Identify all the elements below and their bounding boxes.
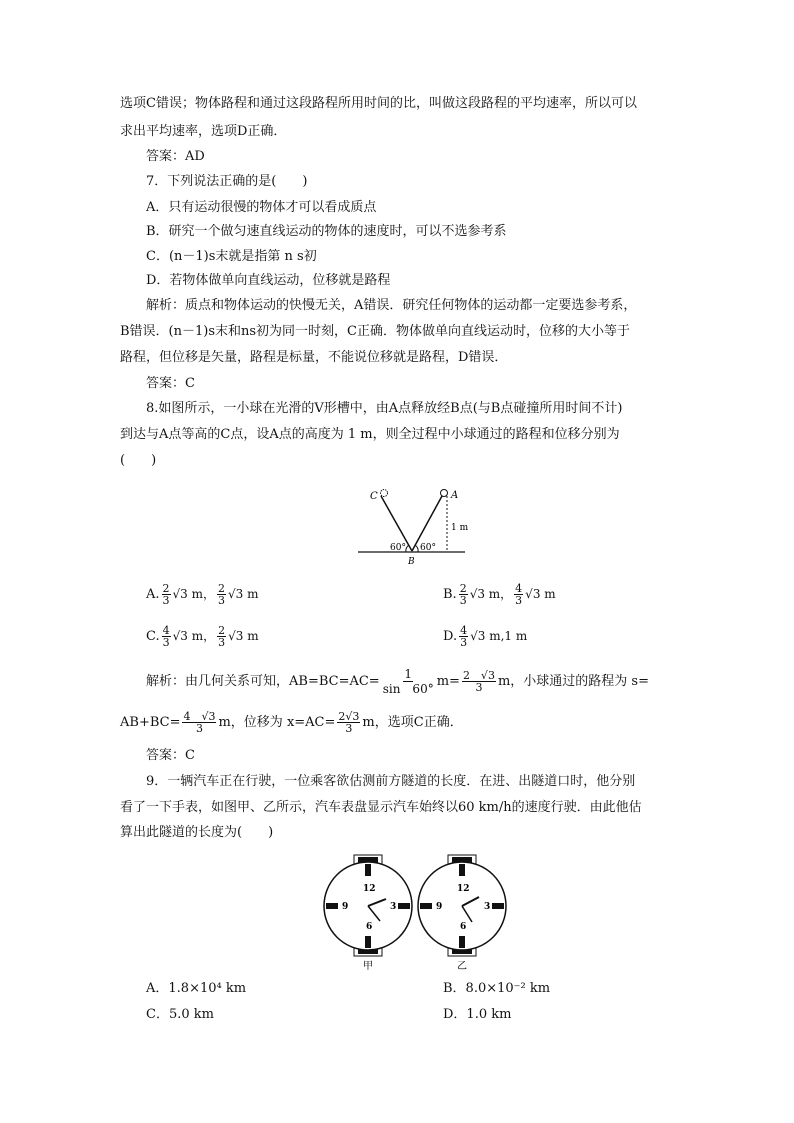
option-value: √3 m [228,587,259,601]
clock-number: 3 [484,902,491,912]
clock-number: 12 [457,884,470,894]
q9-option-d: D．1.0 km [443,1007,512,1022]
explanation-7: B错误．(n－1)s末和ns初为同一时刻，C正确．物体做单向直线运动时，位移的大小等于 [120,324,631,339]
label-height: 1 m [451,523,469,533]
clock-left [324,855,412,972]
clock-number: 9 [436,902,443,912]
label-c: C [370,491,378,502]
option-prefix: C. [146,629,160,644]
q8-option-a: A. $\frac{2}{3}$ √3 m， $\frac{2}{3}$ √3 m [146,582,259,607]
question-8: 8.如图所示，一小球在光滑的V形槽中，由A点释放经B点(与B点碰撞所用时间不计) [146,401,623,416]
option-value: √3 m,1 m [470,629,528,643]
question-8: ( ) [120,453,157,468]
option-value: √3 m， [172,587,216,601]
clock-number: 6 [460,922,467,932]
option-value: √3 m [228,629,259,643]
question-9: 看了一下手表，如图甲、乙所示，汽车表盘显示汽车始终以60 km/h的速度行驶．由此他估 [120,800,642,815]
explanation-8: AB+BC= $\frac{4 √3}{3}$ m，位移为 x=AC= $\frac{2√3}{3}$ m，选项C正确． [120,710,463,735]
answer-8: 答案：C [146,748,195,763]
q7-option-d: D．若物体做单向直线运动，位移就是路程 [146,273,391,288]
option-value: √3 m， [469,587,513,601]
expl-text: AB+BC= [120,715,181,730]
q8-option-d: D. $\frac{4}{3}$ √3 m,1 m [443,624,528,649]
expl-text: m，位移为 x=AC= [218,715,336,730]
clocks-figure [320,851,520,973]
q8-option-b: B. $\frac{2}{3}$ √3 m， $\frac{4}{3}$ √3 m [443,582,556,607]
q7-option-a: A．只有运动很慢的物体才可以看成质点 [146,200,377,215]
clock-number: 3 [390,902,397,912]
q9-option-a: A．1.8×10⁴ km [146,981,247,996]
clock-label-right: 乙 [457,961,467,972]
expl-text: m，小球通过的路程为 s= [497,674,649,689]
expl-text: m= [436,674,460,689]
explanation-7: 路程，但位移是矢量，路程是标量，不能说位移就是路程，D错误． [120,350,508,365]
question-9: 算出此隧道的长度为( ) [120,825,274,840]
q7-option-c: C．(n－1)s末就是指第 n s初 [146,249,317,264]
text-line: 选项C错误；物体路程和通过这段路程所用时间的比，叫做这段路程的平均速率，所以可以 [120,96,637,111]
label-angle-left: 60° [390,543,406,553]
clock-right [418,855,506,972]
ball-c-icon [381,490,388,497]
label-angle-right: 60° [420,543,436,553]
answer-7: 答案：C [146,376,195,391]
clock-number: 9 [342,902,349,912]
question-8: 到达与A点等高的C点，设A点的高度为 1 m，则全过程中小球通过的路程和位移分别为 [120,427,620,442]
option-value: √3 m， [172,629,216,643]
q7-option-b: B．研究一个做匀速直线运动的物体的速度时，可以不选参考系 [146,224,507,239]
expl-text: m，选项C正确． [362,715,463,730]
question-9: 9．一辆汽车正在行驶，一位乘客欲估测前方隧道的长度．在进、出隧道口时，他分别 [146,774,636,789]
question-7: 7．下列说法正确的是( ) [146,174,308,189]
v-groove-figure [350,482,480,568]
q8-option-c: C. $\frac{4}{3}$ √3 m， $\frac{2}{3}$ √3 m [146,624,259,649]
answer-6: 答案：AD [146,149,205,164]
option-value: √3 m [525,587,556,601]
label-b: B [408,557,415,567]
option-prefix: B. [443,587,457,602]
option-prefix: D. [443,629,458,644]
option-prefix: A. [146,587,160,602]
ball-a-icon [441,490,448,497]
explanation-7: 解析：质点和物体运动的快慢无关，A错误．研究任何物体的运动都一定要选参考系， [146,298,637,313]
clock-label-left: 甲 [363,961,373,972]
clock-number: 6 [366,922,373,932]
explanation-8: 解析：由几何关系可知，AB=BC=AC= $\frac{1}{\sin 60^\circ}$ m= $\frac{2 √3}{3}$ m，小球通过的路程为 s= [146,667,649,696]
label-a: A [451,490,459,501]
expl-text: 解析：由几何关系可知，AB=BC=AC= [146,674,380,689]
clock-number: 12 [363,884,376,894]
text-line: 求出平均速率，选项D正确． [120,124,287,139]
q9-option-b: B．8.0×10⁻² km [443,981,551,996]
q9-option-c: C．5.0 km [146,1007,214,1022]
